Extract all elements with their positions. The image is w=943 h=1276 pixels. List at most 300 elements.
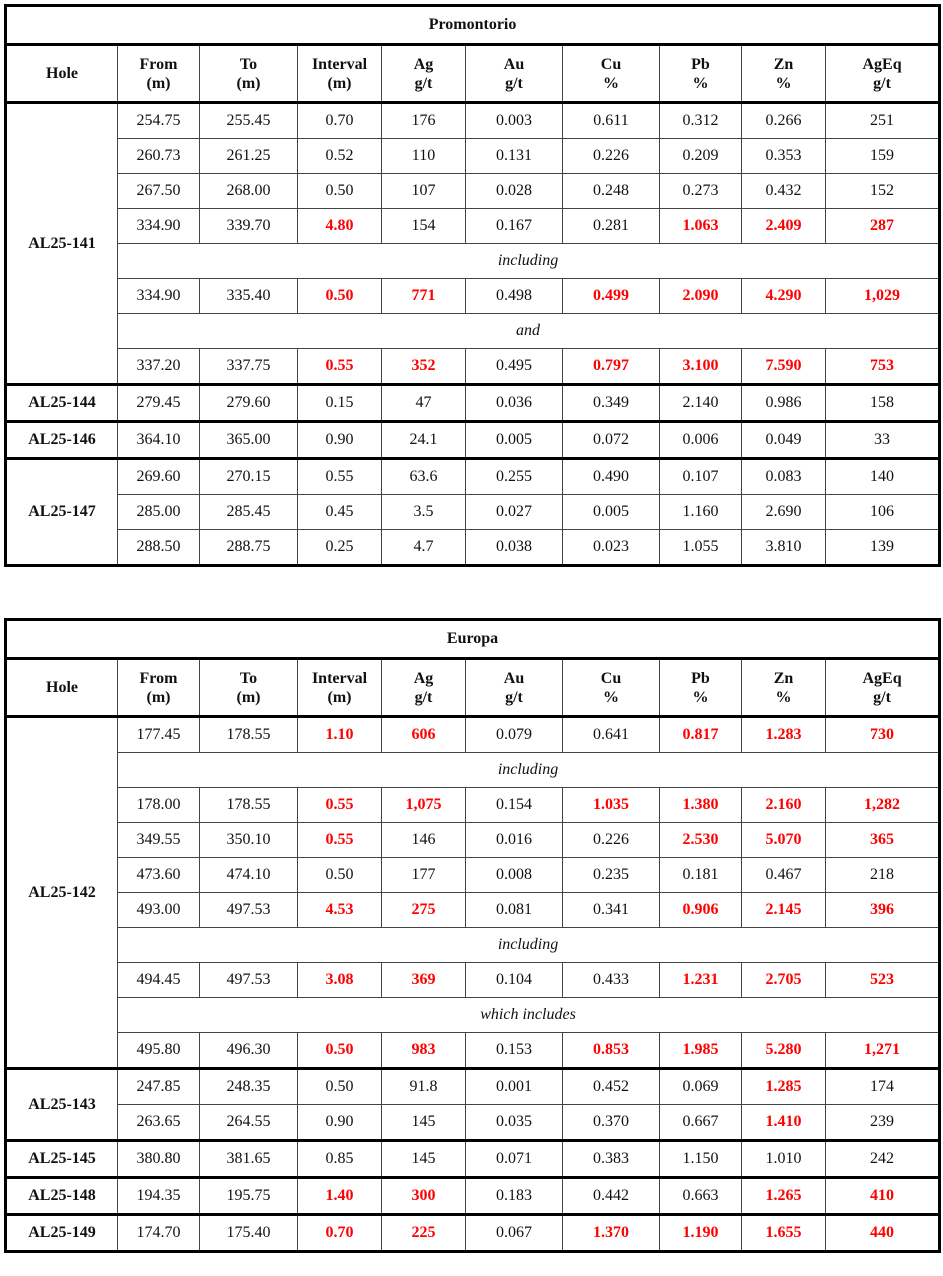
cell-cu: 0.490 (563, 459, 660, 495)
cell-pb: 2.090 (660, 279, 742, 314)
cell-from: 178.00 (118, 788, 200, 823)
cell-to: 335.40 (200, 279, 298, 314)
cell-cu: 0.235 (563, 858, 660, 893)
promontorio-table (4, 4, 941, 567)
cell-pb: 0.181 (660, 858, 742, 893)
cell-interval: 0.55 (298, 459, 382, 495)
cell-zn: 1.410 (742, 1105, 826, 1141)
header-interval (298, 45, 382, 103)
subinterval-label: including (118, 928, 940, 963)
table-row (6, 103, 940, 139)
cell-cu: 0.248 (563, 174, 660, 209)
header-zn (742, 659, 826, 717)
cell-zn: 1.283 (742, 717, 826, 753)
cell-zn: 0.467 (742, 858, 826, 893)
cell-ageq: 139 (826, 530, 940, 566)
cell-ag: 983 (382, 1033, 466, 1069)
cell-interval: 1.40 (298, 1178, 382, 1215)
cell-ageq: 287 (826, 209, 940, 244)
header-zn-label: Zn (773, 55, 794, 73)
cell-interval: 1.10 (298, 717, 382, 753)
cell-cu: 0.499 (563, 279, 660, 314)
cell-interval: 0.50 (298, 174, 382, 209)
cell-to: 195.75 (200, 1178, 298, 1215)
hole-id: AL25-146 (6, 422, 118, 459)
cell-ag: 91.8 (382, 1069, 466, 1105)
cell-ageq: 523 (826, 963, 940, 998)
cell-zn: 0.986 (742, 385, 826, 422)
cell-ageq: 242 (826, 1141, 940, 1178)
cell-pb: 0.209 (660, 139, 742, 174)
subinterval-label: including (118, 753, 940, 788)
cell-interval: 0.55 (298, 349, 382, 385)
subinterval-label-row (6, 314, 940, 349)
cell-au: 0.005 (466, 422, 563, 459)
header-to-label: To (239, 669, 258, 687)
cell-cu: 0.023 (563, 530, 660, 566)
cell-from: 380.80 (118, 1141, 200, 1178)
cell-ag: 3.5 (382, 495, 466, 530)
cell-to: 381.65 (200, 1141, 298, 1178)
cell-zn: 2.690 (742, 495, 826, 530)
header-from-label: From (139, 669, 178, 687)
cell-to: 270.15 (200, 459, 298, 495)
header-from (118, 659, 200, 717)
table-row (6, 385, 940, 422)
cell-ageq: 1,271 (826, 1033, 940, 1069)
cell-ageq: 1,282 (826, 788, 940, 823)
header-ag (382, 659, 466, 717)
cell-from: 269.60 (118, 459, 200, 495)
header-cu (563, 45, 660, 103)
cell-ageq: 159 (826, 139, 940, 174)
cell-au: 0.131 (466, 139, 563, 174)
cell-cu: 1.035 (563, 788, 660, 823)
table-row (6, 209, 940, 244)
hole-id: AL25-143 (6, 1069, 118, 1141)
europa-body (6, 717, 940, 1252)
header-to-unit: (m) (236, 74, 261, 92)
cell-ag: 369 (382, 963, 466, 998)
cell-interval: 0.50 (298, 279, 382, 314)
table-row (6, 963, 940, 998)
cell-ag: 176 (382, 103, 466, 139)
header-interval-unit: (m) (327, 688, 352, 706)
cell-to: 474.10 (200, 858, 298, 893)
cell-ag: 63.6 (382, 459, 466, 495)
cell-from: 254.75 (118, 103, 200, 139)
cell-to: 261.25 (200, 139, 298, 174)
cell-pb: 0.273 (660, 174, 742, 209)
cell-from: 288.50 (118, 530, 200, 566)
header-interval (298, 659, 382, 717)
header-au-label: Au (503, 55, 525, 73)
cell-cu: 0.281 (563, 209, 660, 244)
hole-id: AL25-147 (6, 459, 118, 566)
cell-from: 334.90 (118, 209, 200, 244)
cell-cu: 0.341 (563, 893, 660, 928)
cell-pb: 1.160 (660, 495, 742, 530)
cell-zn: 2.145 (742, 893, 826, 928)
cell-cu: 0.433 (563, 963, 660, 998)
cell-cu: 0.226 (563, 139, 660, 174)
table-row (6, 279, 940, 314)
header-au-label: Au (503, 669, 525, 687)
cell-au: 0.035 (466, 1105, 563, 1141)
cell-au: 0.255 (466, 459, 563, 495)
header-zn-unit: % (775, 74, 792, 92)
cell-ag: 146 (382, 823, 466, 858)
header-cu-label: Cu (600, 55, 622, 73)
cell-ageq: 440 (826, 1215, 940, 1252)
subinterval-label-row (6, 928, 940, 963)
cell-zn: 0.083 (742, 459, 826, 495)
cell-cu: 0.383 (563, 1141, 660, 1178)
cell-pb: 1.055 (660, 530, 742, 566)
cell-au: 0.008 (466, 858, 563, 893)
cell-pb: 2.140 (660, 385, 742, 422)
table-row (6, 1105, 940, 1141)
header-interval-unit: (m) (327, 74, 352, 92)
cell-interval: 4.53 (298, 893, 382, 928)
header-from (118, 45, 200, 103)
cell-ageq: 140 (826, 459, 940, 495)
cell-from: 473.60 (118, 858, 200, 893)
cell-to: 178.55 (200, 788, 298, 823)
cell-ag: 145 (382, 1105, 466, 1141)
header-from-unit: (m) (146, 688, 171, 706)
cell-ag: 771 (382, 279, 466, 314)
cell-pb: 1.231 (660, 963, 742, 998)
cell-ag: 24.1 (382, 422, 466, 459)
cell-au: 0.028 (466, 174, 563, 209)
header-ag-unit: g/t (414, 688, 433, 706)
cell-pb: 0.906 (660, 893, 742, 928)
header-hole: Hole (6, 45, 118, 103)
cell-cu: 0.072 (563, 422, 660, 459)
header-hole: Hole (6, 659, 118, 717)
cell-zn: 1.285 (742, 1069, 826, 1105)
cell-ageq: 106 (826, 495, 940, 530)
header-zn-unit: % (775, 688, 792, 706)
cell-au: 0.038 (466, 530, 563, 566)
cell-zn: 0.432 (742, 174, 826, 209)
header-to (200, 45, 298, 103)
cell-zn: 1.655 (742, 1215, 826, 1252)
cell-pb: 0.667 (660, 1105, 742, 1141)
table-title: Europa (6, 620, 940, 659)
cell-au: 0.067 (466, 1215, 563, 1252)
cell-interval: 0.70 (298, 1215, 382, 1252)
table-title: Promontorio (6, 6, 940, 45)
cell-zn: 2.409 (742, 209, 826, 244)
header-zn-label: Zn (773, 669, 794, 687)
cell-interval: 0.15 (298, 385, 382, 422)
subinterval-label: including (118, 244, 940, 279)
header-pb (660, 659, 742, 717)
cell-to: 350.10 (200, 823, 298, 858)
cell-ageq: 410 (826, 1178, 940, 1215)
hole-id: AL25-145 (6, 1141, 118, 1178)
cell-ag: 145 (382, 1141, 466, 1178)
table-row (6, 1178, 940, 1215)
cell-from: 267.50 (118, 174, 200, 209)
header-from-unit: (m) (146, 74, 171, 92)
cell-pb: 1.190 (660, 1215, 742, 1252)
cell-au: 0.027 (466, 495, 563, 530)
cell-to: 288.75 (200, 530, 298, 566)
cell-from: 495.80 (118, 1033, 200, 1069)
hole-id: AL25-144 (6, 385, 118, 422)
hole-id: AL25-149 (6, 1215, 118, 1252)
cell-interval: 0.50 (298, 1069, 382, 1105)
cell-interval: 0.90 (298, 422, 382, 459)
cell-zn: 2.705 (742, 963, 826, 998)
cell-zn: 0.049 (742, 422, 826, 459)
cell-cu: 0.641 (563, 717, 660, 753)
cell-au: 0.183 (466, 1178, 563, 1215)
cell-pb: 0.312 (660, 103, 742, 139)
header-ag-label: Ag (413, 669, 434, 687)
header-interval-label: Interval (311, 669, 368, 687)
hole-id: AL25-148 (6, 1178, 118, 1215)
cell-ageq: 753 (826, 349, 940, 385)
cell-from: 285.00 (118, 495, 200, 530)
table-row (6, 459, 940, 495)
cell-ageq: 365 (826, 823, 940, 858)
cell-ageq: 239 (826, 1105, 940, 1141)
cell-ag: 352 (382, 349, 466, 385)
header-cu-label: Cu (600, 669, 622, 687)
cell-ag: 107 (382, 174, 466, 209)
cell-pb: 1.380 (660, 788, 742, 823)
table-row (6, 174, 940, 209)
cell-from: 334.90 (118, 279, 200, 314)
cell-from: 337.20 (118, 349, 200, 385)
cell-interval: 0.52 (298, 139, 382, 174)
cell-ageq: 174 (826, 1069, 940, 1105)
cell-ageq: 1,029 (826, 279, 940, 314)
cell-ageq: 152 (826, 174, 940, 209)
header-ageq (826, 659, 940, 717)
cell-cu: 0.442 (563, 1178, 660, 1215)
table-row (6, 1141, 940, 1178)
cell-au: 0.003 (466, 103, 563, 139)
table-row (6, 349, 940, 385)
header-pb-unit: % (692, 688, 709, 706)
cell-cu: 0.853 (563, 1033, 660, 1069)
cell-interval: 0.50 (298, 1033, 382, 1069)
table-row (6, 530, 940, 566)
table-row (6, 1033, 940, 1069)
header-au (466, 659, 563, 717)
cell-au: 0.154 (466, 788, 563, 823)
cell-interval: 0.90 (298, 1105, 382, 1141)
cell-au: 0.104 (466, 963, 563, 998)
cell-to: 178.55 (200, 717, 298, 753)
cell-ageq: 218 (826, 858, 940, 893)
cell-from: 494.45 (118, 963, 200, 998)
cell-to: 337.75 (200, 349, 298, 385)
cell-au: 0.081 (466, 893, 563, 928)
cell-zn: 1.010 (742, 1141, 826, 1178)
promontorio-body (6, 103, 940, 566)
cell-cu: 1.370 (563, 1215, 660, 1252)
header-au-unit: g/t (505, 74, 523, 92)
header-ag-unit: g/t (414, 74, 433, 92)
table-row (6, 788, 940, 823)
cell-cu: 0.370 (563, 1105, 660, 1141)
cell-ageq: 730 (826, 717, 940, 753)
cell-cu: 0.452 (563, 1069, 660, 1105)
cell-to: 496.30 (200, 1033, 298, 1069)
header-ag (382, 45, 466, 103)
cell-au: 0.167 (466, 209, 563, 244)
table-row (6, 858, 940, 893)
cell-to: 285.45 (200, 495, 298, 530)
cell-au: 0.071 (466, 1141, 563, 1178)
cell-ag: 1,075 (382, 788, 466, 823)
header-au (466, 45, 563, 103)
cell-from: 177.45 (118, 717, 200, 753)
europa-table (4, 618, 941, 1253)
cell-ag: 177 (382, 858, 466, 893)
cell-from: 194.35 (118, 1178, 200, 1215)
cell-ag: 300 (382, 1178, 466, 1215)
cell-ag: 225 (382, 1215, 466, 1252)
cell-ag: 154 (382, 209, 466, 244)
cell-cu: 0.611 (563, 103, 660, 139)
cell-pb: 3.100 (660, 349, 742, 385)
header-cu-unit: % (603, 74, 619, 92)
cell-from: 279.45 (118, 385, 200, 422)
cell-from: 174.70 (118, 1215, 200, 1252)
cell-interval: 0.50 (298, 858, 382, 893)
cell-ageq: 33 (826, 422, 940, 459)
cell-ag: 275 (382, 893, 466, 928)
cell-interval: 0.55 (298, 788, 382, 823)
cell-ag: 110 (382, 139, 466, 174)
subinterval-label: and (118, 314, 940, 349)
table-row (6, 823, 940, 858)
header-pb-unit: % (692, 74, 709, 92)
cell-cu: 0.226 (563, 823, 660, 858)
header-ageq-unit: g/t (873, 688, 891, 706)
cell-pb: 1.063 (660, 209, 742, 244)
header-cu (563, 659, 660, 717)
cell-interval: 0.45 (298, 495, 382, 530)
cell-cu: 0.005 (563, 495, 660, 530)
cell-to: 264.55 (200, 1105, 298, 1141)
subinterval-label-row (6, 998, 940, 1033)
table-row (6, 495, 940, 530)
cell-from: 493.00 (118, 893, 200, 928)
cell-pb: 0.663 (660, 1178, 742, 1215)
cell-zn: 1.265 (742, 1178, 826, 1215)
table-row (6, 422, 940, 459)
cell-zn: 5.280 (742, 1033, 826, 1069)
cell-to: 497.53 (200, 893, 298, 928)
cell-au: 0.001 (466, 1069, 563, 1105)
cell-to: 365.00 (200, 422, 298, 459)
cell-from: 260.73 (118, 139, 200, 174)
cell-interval: 0.55 (298, 823, 382, 858)
cell-cu: 0.349 (563, 385, 660, 422)
cell-zn: 5.070 (742, 823, 826, 858)
cell-pb: 0.006 (660, 422, 742, 459)
header-interval-label: Interval (311, 55, 368, 73)
cell-zn: 0.353 (742, 139, 826, 174)
hole-id: AL25-141 (6, 103, 118, 385)
header-ag-label: Ag (413, 55, 434, 73)
header-zn (742, 45, 826, 103)
header-ageq-unit: g/t (873, 74, 891, 92)
cell-ag: 47 (382, 385, 466, 422)
cell-from: 349.55 (118, 823, 200, 858)
header-pb (660, 45, 742, 103)
subinterval-label: which includes (118, 998, 940, 1033)
cell-interval: 0.85 (298, 1141, 382, 1178)
cell-pb: 0.107 (660, 459, 742, 495)
cell-au: 0.036 (466, 385, 563, 422)
cell-ag: 4.7 (382, 530, 466, 566)
header-ageq-label: AgEq (862, 55, 902, 73)
cell-zn: 0.266 (742, 103, 826, 139)
cell-from: 263.65 (118, 1105, 200, 1141)
cell-au: 0.153 (466, 1033, 563, 1069)
cell-from: 247.85 (118, 1069, 200, 1105)
cell-ageq: 396 (826, 893, 940, 928)
header-ageq-label: AgEq (862, 669, 902, 687)
table-row (6, 1215, 940, 1252)
cell-pb: 2.530 (660, 823, 742, 858)
header-cu-unit: % (603, 688, 619, 706)
cell-to: 248.35 (200, 1069, 298, 1105)
cell-to: 279.60 (200, 385, 298, 422)
table-row (6, 139, 940, 174)
table-row (6, 893, 940, 928)
header-to (200, 659, 298, 717)
cell-interval: 3.08 (298, 963, 382, 998)
header-to-label: To (239, 55, 258, 73)
cell-au: 0.498 (466, 279, 563, 314)
cell-ageq: 158 (826, 385, 940, 422)
header-pb-label: Pb (691, 669, 710, 687)
cell-to: 175.40 (200, 1215, 298, 1252)
header-au-unit: g/t (505, 688, 523, 706)
cell-zn: 7.590 (742, 349, 826, 385)
header-to-unit: (m) (236, 688, 261, 706)
cell-au: 0.495 (466, 349, 563, 385)
cell-to: 268.00 (200, 174, 298, 209)
subinterval-label-row (6, 244, 940, 279)
subinterval-label-row (6, 753, 940, 788)
cell-from: 364.10 (118, 422, 200, 459)
cell-to: 497.53 (200, 963, 298, 998)
cell-interval: 0.70 (298, 103, 382, 139)
cell-cu: 0.797 (563, 349, 660, 385)
header-ageq (826, 45, 940, 103)
table-row (6, 717, 940, 753)
cell-zn: 3.810 (742, 530, 826, 566)
cell-pb: 0.817 (660, 717, 742, 753)
cell-interval: 4.80 (298, 209, 382, 244)
cell-pb: 1.150 (660, 1141, 742, 1178)
cell-pb: 0.069 (660, 1069, 742, 1105)
cell-zn: 4.290 (742, 279, 826, 314)
hole-id: AL25-142 (6, 717, 118, 1069)
cell-au: 0.016 (466, 823, 563, 858)
